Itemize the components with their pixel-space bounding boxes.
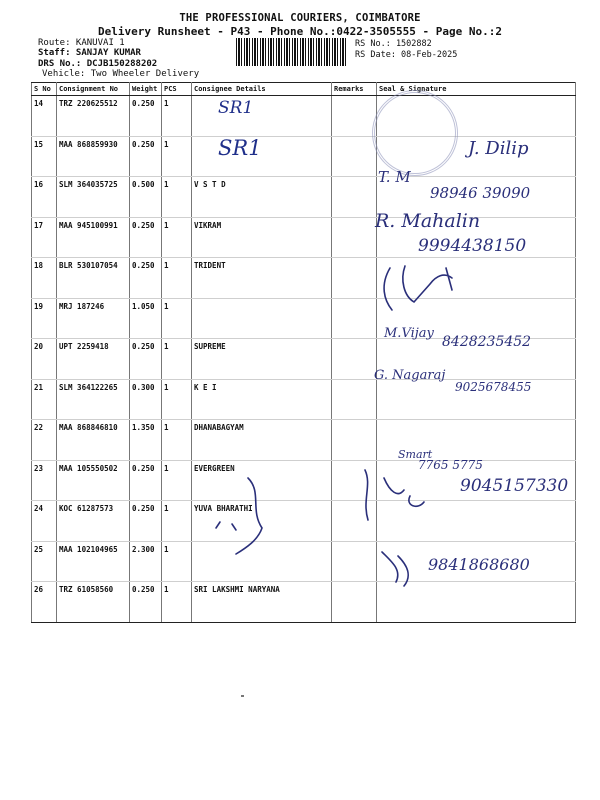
signature-stroke-row25 <box>236 478 262 554</box>
cell-sno: 23 <box>32 460 57 501</box>
cell-weight: 0.250 <box>130 582 162 623</box>
cell-consignee: SUPREME <box>192 339 332 380</box>
signature-row23-phone: 7765 5775 <box>418 458 483 472</box>
cell-pcs: 1 <box>162 339 192 380</box>
signature-row16-name: T. M <box>378 168 411 186</box>
header-consignee: Consignee Details <box>192 83 332 96</box>
handwritten-sr1-row15: SR1 <box>218 136 262 160</box>
header-sno: S No <box>32 83 57 96</box>
cell-pcs: 1 <box>162 501 192 542</box>
cell-sno: 14 <box>32 96 57 137</box>
signature-row21-phone: 9025678455 <box>455 380 532 394</box>
runsheet-title: Delivery Runsheet - P43 - Phone No.:0422-3505555 - Page No.:2 <box>98 25 502 38</box>
cell-pcs: 1 <box>162 136 192 177</box>
cell-weight: 0.250 <box>130 501 162 542</box>
cell-consignment: UPT 2259418 <box>57 339 130 380</box>
signature-row20-name: M.Vijay <box>384 326 434 341</box>
cell-pcs: 1 <box>162 379 192 420</box>
cell-consignment: MAA 102104965 <box>57 541 130 582</box>
cell-consignee: V S T D <box>192 177 332 218</box>
cell-consignment: BLR 530107054 <box>57 258 130 299</box>
cell-sno: 24 <box>32 501 57 542</box>
cell-consignee: VIKRAM <box>192 217 332 258</box>
cell-consignee: TRIDENT <box>192 258 332 299</box>
cell-sno: 25 <box>32 541 57 582</box>
rs-date: RS Date: 08-Feb-2025 <box>355 50 458 60</box>
cell-consignment: TRZ 61058560 <box>57 582 130 623</box>
signature-row16-phone: 98946 39090 <box>430 184 531 202</box>
signature-stroke-row24 <box>365 470 424 520</box>
cell-weight: 1.050 <box>130 298 162 339</box>
cell-consignee: YUVA BHARATHI <box>192 501 332 542</box>
handwritten-sr1-row14: SR1 <box>218 98 254 118</box>
company-title: THE PROFESSIONAL COURIERS, COIMBATORE <box>179 12 421 24</box>
staff-label: Staff: SANJAY KUMAR <box>38 48 141 58</box>
cell-consignment: SLM 364035725 <box>57 177 130 218</box>
cell-weight: 1.350 <box>130 420 162 461</box>
cell-pcs: 1 <box>162 177 192 218</box>
cell-pcs: 1 <box>162 541 192 582</box>
cell-weight: 0.300 <box>130 379 162 420</box>
cell-consignee: DHANABAGYAM <box>192 420 332 461</box>
cell-sno: 17 <box>32 217 57 258</box>
signature-tick-row25 <box>216 522 236 530</box>
cell-sno: 20 <box>32 339 57 380</box>
scan-mark <box>241 695 244 697</box>
rs-number: RS No.: 1502882 <box>355 39 432 49</box>
drs-number: DRS No.: DCJB150288202 <box>38 59 158 69</box>
cell-weight: 0.500 <box>130 177 162 218</box>
cell-consignment: MAA 105550502 <box>57 460 130 501</box>
route-label: Route: KANUVAI 1 <box>38 38 125 48</box>
cell-weight: 0.250 <box>130 96 162 137</box>
signature-row15: J. Dilip <box>468 138 529 159</box>
vehicle-label: Vehicle: Two Wheeler Delivery <box>42 69 200 79</box>
cell-sno: 22 <box>32 420 57 461</box>
cell-sno: 19 <box>32 298 57 339</box>
cell-sno: 16 <box>32 177 57 218</box>
header-pcs: PCS <box>162 83 192 96</box>
header-consignment: Consignment No <box>57 83 130 96</box>
signature-stroke-row26 <box>382 552 408 586</box>
cell-weight: 0.250 <box>130 217 162 258</box>
signature-stroke-row19 <box>384 266 452 310</box>
cell-weight: 0.250 <box>130 136 162 177</box>
header-signature: Seal & Signature <box>377 83 576 96</box>
signature-row24-phone: 9045157330 <box>460 476 569 496</box>
header-remarks: Remarks <box>332 83 377 96</box>
cell-pcs: 1 <box>162 258 192 299</box>
cell-weight: 0.250 <box>130 339 162 380</box>
cell-sno: 15 <box>32 136 57 177</box>
cell-pcs: 1 <box>162 460 192 501</box>
cell-consignment: MAA 945100991 <box>57 217 130 258</box>
cell-consignment: MRJ 187246 <box>57 298 130 339</box>
cell-pcs: 1 <box>162 96 192 137</box>
cell-pcs: 1 <box>162 217 192 258</box>
signature-row21-name: G. Nagaraj <box>374 368 446 383</box>
cell-consignment: MAA 868846810 <box>57 420 130 461</box>
cell-weight: 0.250 <box>130 460 162 501</box>
signature-row26-phone: 9841868680 <box>428 555 530 574</box>
cell-consignee: K E I <box>192 379 332 420</box>
cell-consignment: TRZ 220625512 <box>57 96 130 137</box>
cell-sno: 21 <box>32 379 57 420</box>
cell-pcs: 1 <box>162 582 192 623</box>
signature-row17-phone: 9994438150 <box>418 236 527 256</box>
cell-sno: 26 <box>32 582 57 623</box>
signature-row20-phone: 8428235452 <box>442 334 532 350</box>
cell-consignment: MAA 868859930 <box>57 136 130 177</box>
cell-consignment: SLM 364122265 <box>57 379 130 420</box>
header-weight: Weight <box>130 83 162 96</box>
cell-pcs: 1 <box>162 298 192 339</box>
cell-sno: 18 <box>32 258 57 299</box>
cell-consignee: SRI LAKSHMI NARYANA <box>192 582 332 623</box>
signature-row17-name: R. Mahalin <box>375 210 481 232</box>
signature-row23-label: Smart <box>398 448 433 461</box>
cell-consignment: KOC 61287573 <box>57 501 130 542</box>
cell-pcs: 1 <box>162 420 192 461</box>
cell-consignee: EVERGREEN <box>192 460 332 501</box>
cell-weight: 2.300 <box>130 541 162 582</box>
cell-weight: 0.250 <box>130 258 162 299</box>
